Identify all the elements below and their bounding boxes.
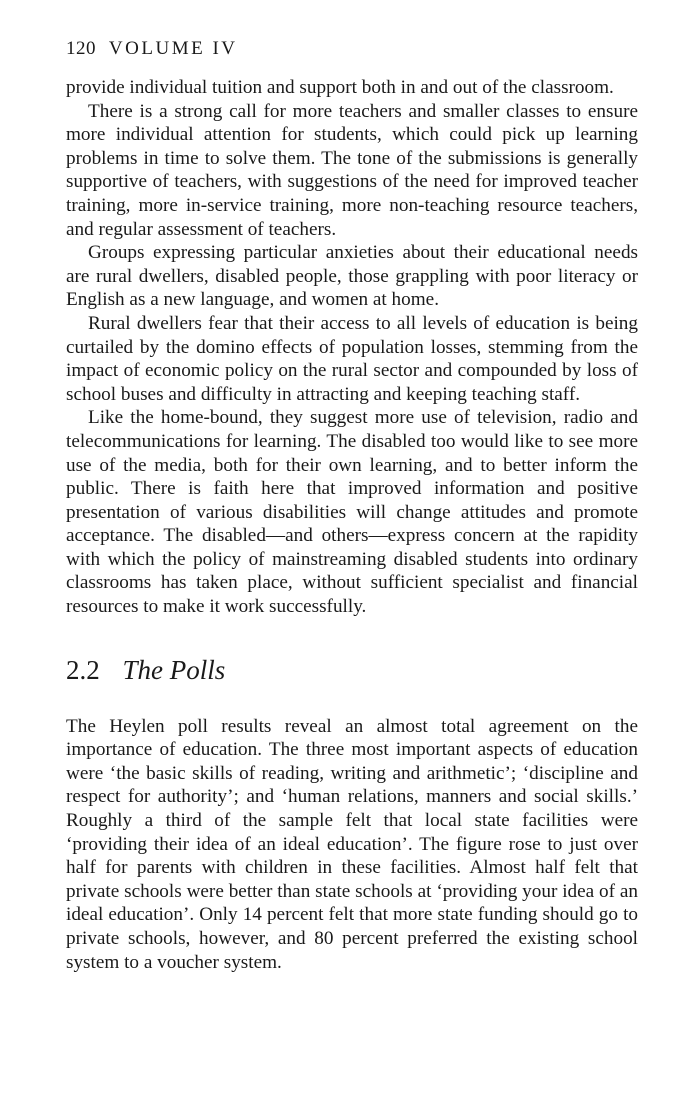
- document-page: [66, 36, 638, 974]
- paragraph: There is a strong call for more teachers and smaller classes to ensure more individual attention for students, which could pick up learning problems in time to solve them. The tone of the submissions is generally supportive of teachers, with suggestions of the need for improved teacher training, more in-service training, more non-teaching resource teachers, and regular assessment of teachers.: [66, 100, 638, 240]
- page-number: 120: [66, 38, 96, 59]
- section-number: 2.2: [66, 654, 100, 685]
- section-title: The Polls: [122, 654, 226, 685]
- running-header: [66, 36, 638, 62]
- body-text-bottom: [66, 715, 638, 975]
- section-heading: [66, 653, 638, 687]
- paragraph: Like the home-bound, they suggest more use of television, radio and telecommunications for learning. The disabled too would like to see more use of the media, both for their own learning, and to better inform the public. There is faith here that improved information and positive presentation of various disabilities will change attitudes and promote acceptance. The disabled—and others—express concern at the rapidity with which the policy of mainstreaming disabled students into ordinary classrooms has taken place, without sufficient specialist and financial resources to make it work successfully.: [66, 407, 638, 618]
- body-text-top: [66, 76, 638, 619]
- paragraph-continuation: provide individual tuition and support both in and out of the classroom.: [66, 77, 614, 98]
- paragraph: Groups expressing particular anxieties about their educational needs are rural dwellers, disabled people, those grappling with poor literacy or English as a new language, and women at home.: [66, 242, 638, 311]
- paragraph: The Heylen poll results reveal an almost total agreement on the importance of education. The three most important aspects of education were ‘the basic skills of reading, writing and arithmetic’; ‘discipline and respect for authority’; and ‘human relations, manners and social skills.’ Roughly a third of the sample felt that local state facilities were ‘providing their idea of an ideal education’. The figure rose to just over half for parents with children in these facilities. Almost half felt that private schools were better than state schools at ‘providing your idea of an ideal education’. Only 14 percent felt that more state funding should go to private schools, however, and 80 percent preferred the existing school system to a voucher system.: [66, 715, 638, 973]
- paragraph: Rural dwellers fear that their access to all levels of education is being curtailed by the domino effects of population losses, stemming from the impact of economic policy on the rural sector and compounded by loss of school buses and difficulty in attracting and keeping teaching staff.: [66, 312, 638, 405]
- running-title: VOLUME IV: [108, 38, 238, 59]
